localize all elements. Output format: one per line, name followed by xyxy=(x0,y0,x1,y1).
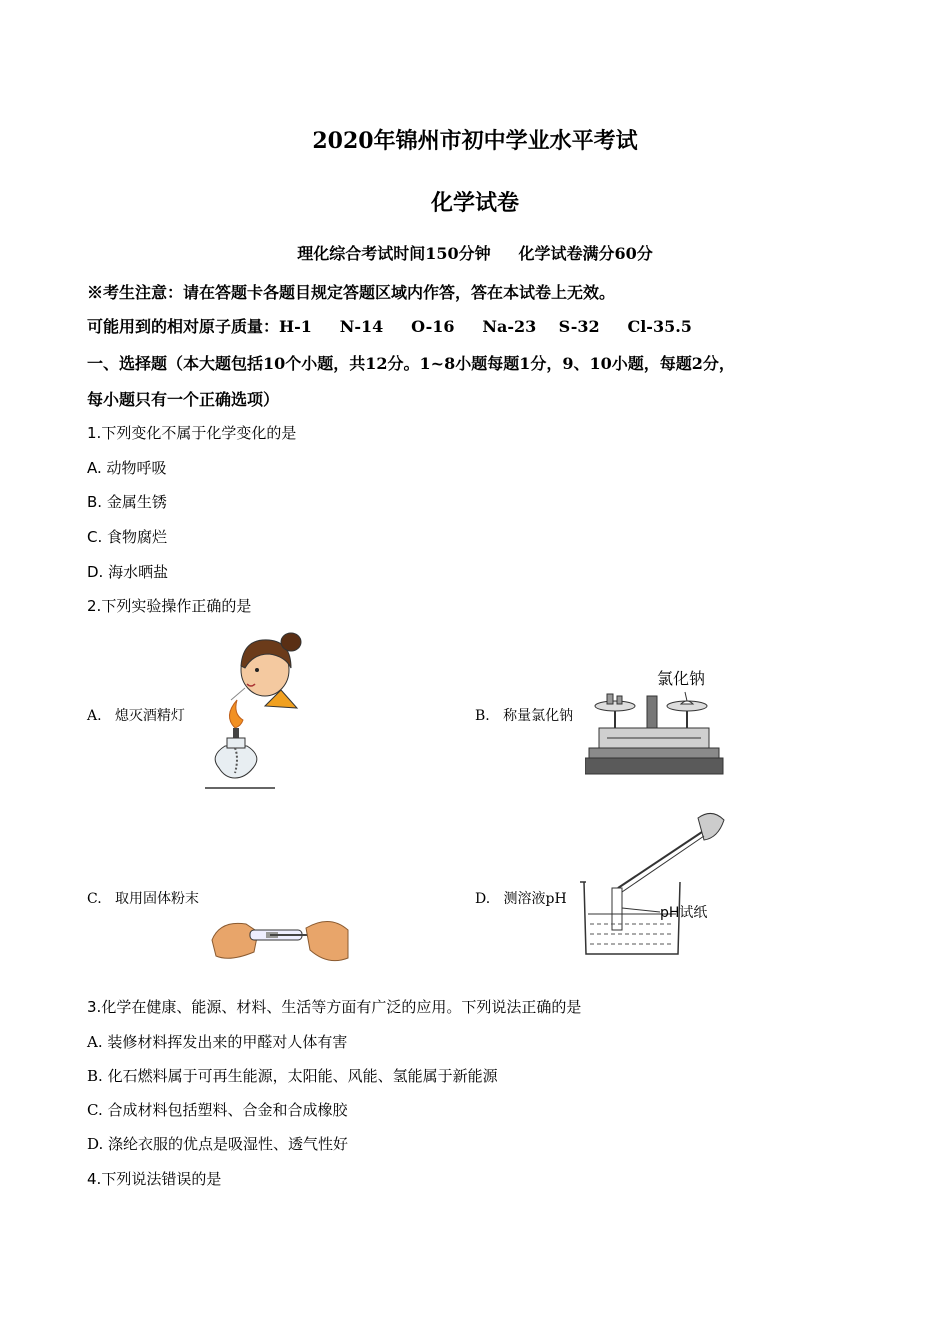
exam-info: 理化综合考试时间150分钟 化学试卷满分60分 xyxy=(297,244,653,263)
balance-scale-figure xyxy=(585,688,725,780)
question-number: 4. xyxy=(87,1170,102,1188)
q2-option-d: D. 测溶液pH xyxy=(475,891,567,907)
q2-option-a: A. 熄灭酒精灯 xyxy=(87,708,185,724)
q3-option-d: D. 涤纶衣服的优点是吸湿性、透气性好 xyxy=(87,1135,349,1153)
question-4 xyxy=(87,1168,221,1189)
q1-option-d: D. 海水晒盐 xyxy=(87,563,169,581)
question-number: 1. xyxy=(87,424,102,442)
question-stem: 下列变化不属于化学变化的是 xyxy=(101,424,297,442)
powder-test-tube-figure xyxy=(210,910,352,968)
q2-option-b: B. 称量氯化钠 xyxy=(475,708,574,724)
section1-heading: 一、选择题（本大题包括10个小题，共12分。1~8小题每题1分，9、10小题，每题2分， xyxy=(87,354,735,373)
notice: ※考生注意：请在答题卡各题目规定答题区域内作答，答在本试卷上无效。 xyxy=(87,283,616,302)
q1-option-b: B. 金属生锈 xyxy=(87,493,167,511)
atomic-mass: 可能用到的相对原子质量：H-1 N-14 O-16 Na-23 S-32 Cl-35.5 xyxy=(87,317,692,336)
question-3 xyxy=(87,996,581,1017)
question-number: 3. xyxy=(87,998,102,1016)
q1-option-c: C. 食物腐烂 xyxy=(87,528,168,546)
alcohol-lamp-blowing-figure xyxy=(195,628,315,798)
q3-option-b: B. 化石燃料属于可再生能源，太阳能、风能、氢能属于新能源 xyxy=(87,1067,498,1085)
question-stem: 下列实验操作正确的是 xyxy=(101,597,252,615)
section1-heading-cont: 每小题只有一个正确选项） xyxy=(87,390,280,409)
exam-title: 2020年锦州市初中学业水平考试 xyxy=(312,128,638,154)
q2-option-c: C. 取用固体粉末 xyxy=(87,891,200,907)
ph-paper-label: pH试纸 xyxy=(660,905,708,921)
question-stem: 下列说法错误的是 xyxy=(101,1170,222,1188)
ph-test-figure xyxy=(578,808,728,958)
question-number: 2. xyxy=(87,597,102,615)
question-1 xyxy=(87,422,296,443)
exam-subtitle: 化学试卷 xyxy=(430,190,519,216)
q3-option-c: C. 合成材料包括塑料、合金和合成橡胶 xyxy=(87,1101,348,1119)
question-2 xyxy=(87,595,251,616)
q3-option-a: A. 装修材料挥发出来的甲醛对人体有害 xyxy=(87,1033,348,1051)
nacl-label: 氯化钠 xyxy=(657,669,706,688)
q1-option-a: A. 动物呼吸 xyxy=(87,459,167,477)
question-stem: 化学在健康、能源、材料、生活等方面有广泛的应用。下列说法正确的是 xyxy=(101,998,582,1016)
